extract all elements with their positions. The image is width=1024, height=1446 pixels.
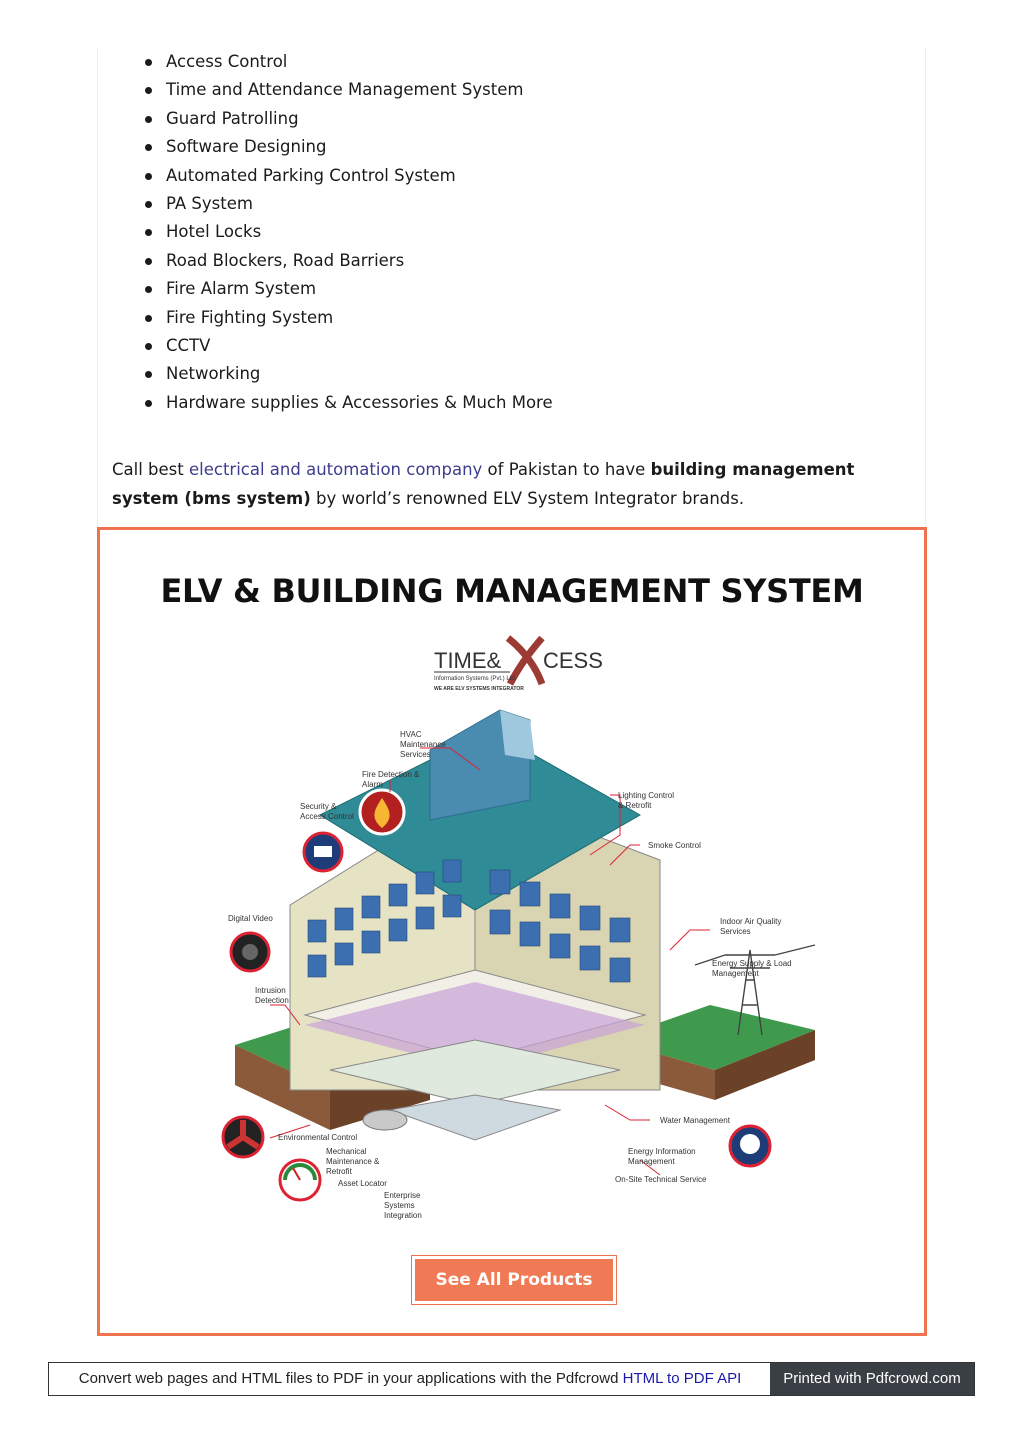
intro-paragraph — [112, 456, 912, 513]
label-lighting-1: Lighting Control — [618, 791, 675, 800]
label-onsite: On-Site Technical Service — [615, 1175, 707, 1184]
label-env: Environmental Control — [278, 1133, 358, 1142]
list-item: Access Control — [166, 48, 553, 76]
label-eim-2: Management — [628, 1157, 675, 1166]
list-item: PA System — [166, 190, 553, 218]
meter-icon — [730, 1126, 770, 1166]
label-video: Digital Video — [228, 914, 273, 923]
intro-middle: of Pakistan to have — [482, 460, 651, 479]
promo-title: ELV & BUILDING MANAGEMENT SYSTEM — [160, 572, 864, 610]
list-item: Networking — [166, 360, 553, 388]
fire-icon — [360, 790, 404, 834]
label-energy-2: Management — [712, 969, 759, 978]
company-logo — [434, 638, 603, 692]
see-all-products-button[interactable] — [411, 1255, 617, 1305]
html-to-pdf-api-link[interactable]: HTML to PDF API — [622, 1370, 742, 1387]
label-intrusion-2: Detection — [255, 996, 289, 1005]
camera-icon — [231, 933, 269, 971]
label-security-2: Access Control — [300, 812, 354, 821]
company-link[interactable]: electrical and automation company — [188, 460, 483, 479]
list-item: CCTV — [166, 332, 553, 360]
label-smoke: Smoke Control — [648, 841, 701, 850]
logo-main: TIME& — [434, 648, 502, 673]
label-hvac-2: Maintenance — [400, 740, 446, 749]
intro-bold: building management system (bms system) — [112, 460, 855, 508]
building — [290, 710, 660, 1140]
label-mech-2: Maintenance & — [326, 1157, 380, 1166]
list-item: Time and Attendance Management System — [166, 76, 553, 104]
label-hvac-1: HVAC — [400, 730, 422, 739]
bms-illustration — [190, 620, 835, 1245]
label-lighting-2: & Retrofit — [618, 801, 652, 810]
list-item: Hotel Locks — [166, 218, 553, 246]
list-item: Road Blockers, Road Barriers — [166, 247, 553, 275]
logo-sub: Information Systems (Pvt.) Ltd. — [434, 676, 517, 682]
printed-with-badge[interactable]: Printed with Pdfcrowd.com — [770, 1363, 974, 1395]
intro-suffix: by world’s renowned ELV System Integrator brands. — [310, 488, 745, 508]
label-intrusion-1: Intrusion — [255, 986, 286, 995]
label-hvac-3: Services — [400, 750, 431, 759]
label-iaq-2: Services — [720, 927, 751, 936]
label-enterprise-3: Integration — [384, 1211, 422, 1220]
label-fire-2: Alarm — [362, 780, 383, 789]
bms-diagram — [190, 620, 835, 1245]
promo-box — [97, 527, 927, 1336]
label-water: Water Management — [660, 1116, 730, 1125]
label-eim-1: Energy Information — [628, 1147, 696, 1156]
label-enterprise-1: Enterprise — [384, 1191, 421, 1200]
label-mech-3: Retrofit — [326, 1167, 352, 1176]
label-iaq-1: Indoor Air Quality — [720, 917, 782, 926]
label-asset: Asset Locator — [338, 1179, 387, 1188]
footer-text: Convert web pages and HTML files to PDF in your applications with the Pdfcrowd — [78, 1370, 623, 1387]
logo-tag: WE ARE ELV SYSTEMS INTEGRATOR — [434, 686, 524, 692]
label-enterprise-2: Systems — [384, 1201, 415, 1210]
list-item: Guard Patrolling — [166, 105, 553, 133]
fan-icon — [223, 1117, 263, 1157]
pdfcrowd-footer — [48, 1362, 975, 1396]
logo-cess: CESS — [543, 648, 603, 673]
list-item: Fire Alarm System — [166, 275, 553, 303]
label-security-1: Security & — [300, 802, 337, 811]
list-item: Automated Parking Control System — [166, 162, 553, 190]
list-item: Fire Fighting System — [166, 304, 553, 332]
gauge-icon — [280, 1160, 320, 1200]
see-all-products-label: See All Products — [415, 1259, 613, 1301]
footer-message — [49, 1363, 771, 1395]
label-mech-1: Mechanical — [326, 1147, 367, 1156]
list-item: Hardware supplies & Accessories & Much More — [166, 389, 553, 417]
label-energy-1: Energy Supply & Load — [712, 959, 792, 968]
label-fire-1: Fire Detection & — [362, 770, 420, 779]
list-item: Software Designing — [166, 133, 553, 161]
security-icon — [304, 833, 342, 871]
services-list — [166, 48, 553, 417]
intro-prefix: Call best — [112, 460, 189, 479]
